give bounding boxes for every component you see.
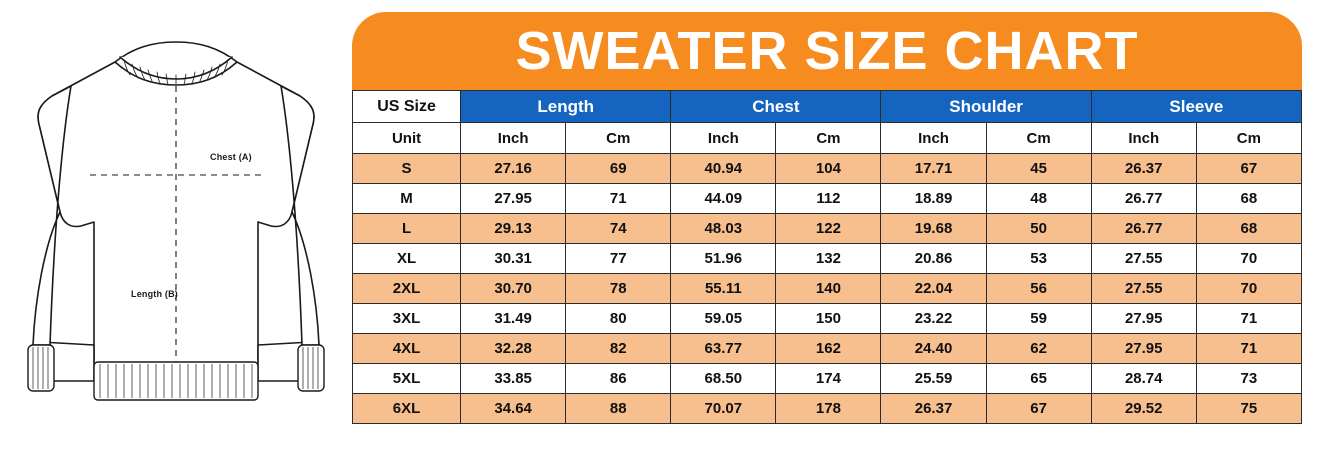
table-body <box>353 154 1302 424</box>
cell-chest-inch: 55.11 <box>671 274 776 304</box>
cell-chest-inch: 40.94 <box>671 154 776 184</box>
table-head <box>353 91 1302 154</box>
cell-shoulder-inch: 18.89 <box>881 184 986 214</box>
cell-shoulder-cm: 56 <box>986 274 1091 304</box>
sweater-outline-icon <box>0 0 352 465</box>
sweater-illustration <box>0 0 352 465</box>
cell-chest-cm: 104 <box>776 154 881 184</box>
group-header-row <box>353 91 1302 123</box>
unit-header-sleeve-inch: Inch <box>1091 123 1196 154</box>
cell-length-inch: 32.28 <box>461 334 566 364</box>
cell-chest-inch: 68.50 <box>671 364 776 394</box>
cell-size: 2XL <box>353 274 461 304</box>
cell-size: 3XL <box>353 304 461 334</box>
unit-header-chest-inch: Inch <box>671 123 776 154</box>
cell-sleeve-cm: 68 <box>1196 214 1301 244</box>
cell-sleeve-cm: 71 <box>1196 334 1301 364</box>
col-group-sleeve: Sleeve <box>1091 91 1301 123</box>
cell-shoulder-cm: 65 <box>986 364 1091 394</box>
cell-length-cm: 77 <box>566 244 671 274</box>
cell-length-inch: 33.85 <box>461 364 566 394</box>
cell-shoulder-inch: 19.68 <box>881 214 986 244</box>
cell-shoulder-inch: 17.71 <box>881 154 986 184</box>
table-row <box>353 214 1302 244</box>
unit-header-length-cm: Cm <box>566 123 671 154</box>
cell-chest-cm: 174 <box>776 364 881 394</box>
col-group-length: Length <box>461 91 671 123</box>
length-measure-label: Length (B) <box>131 289 178 299</box>
size-chart-table <box>352 90 1302 424</box>
cell-length-cm: 82 <box>566 334 671 364</box>
cell-shoulder-cm: 48 <box>986 184 1091 214</box>
cell-shoulder-inch: 20.86 <box>881 244 986 274</box>
cell-sleeve-inch: 27.55 <box>1091 274 1196 304</box>
table-row <box>353 274 1302 304</box>
unit-header-sleeve-cm: Cm <box>1196 123 1301 154</box>
cell-length-inch: 27.95 <box>461 184 566 214</box>
cell-sleeve-inch: 27.95 <box>1091 334 1196 364</box>
cell-length-inch: 31.49 <box>461 304 566 334</box>
cell-length-cm: 71 <box>566 184 671 214</box>
cell-sleeve-inch: 26.37 <box>1091 154 1196 184</box>
chart-header-banner <box>352 12 1302 90</box>
cell-shoulder-inch: 23.22 <box>881 304 986 334</box>
cell-chest-cm: 150 <box>776 304 881 334</box>
cell-length-cm: 74 <box>566 214 671 244</box>
col-group-shoulder: Shoulder <box>881 91 1091 123</box>
cell-shoulder-cm: 50 <box>986 214 1091 244</box>
cell-sleeve-cm: 67 <box>1196 154 1301 184</box>
table-row <box>353 364 1302 394</box>
cell-size: L <box>353 214 461 244</box>
cell-sleeve-inch: 26.77 <box>1091 214 1196 244</box>
cell-sleeve-cm: 70 <box>1196 244 1301 274</box>
cell-chest-inch: 59.05 <box>671 304 776 334</box>
col-group-us-size: US Size <box>353 91 461 123</box>
cell-chest-cm: 122 <box>776 214 881 244</box>
cell-chest-cm: 178 <box>776 394 881 424</box>
chart-title: SWEATER SIZE CHART <box>515 21 1139 81</box>
cell-sleeve-inch: 27.55 <box>1091 244 1196 274</box>
unit-header-unit: Unit <box>353 123 461 154</box>
cell-length-inch: 30.70 <box>461 274 566 304</box>
cell-size: XL <box>353 244 461 274</box>
table-row <box>353 184 1302 214</box>
table-row <box>353 394 1302 424</box>
cell-shoulder-cm: 53 <box>986 244 1091 274</box>
cell-sleeve-inch: 26.77 <box>1091 184 1196 214</box>
cell-length-inch: 30.31 <box>461 244 566 274</box>
cell-size: 5XL <box>353 364 461 394</box>
unit-header-shoulder-cm: Cm <box>986 123 1091 154</box>
cell-shoulder-cm: 62 <box>986 334 1091 364</box>
cell-length-inch: 27.16 <box>461 154 566 184</box>
cell-chest-inch: 48.03 <box>671 214 776 244</box>
cell-chest-cm: 132 <box>776 244 881 274</box>
cell-length-inch: 29.13 <box>461 214 566 244</box>
col-group-chest: Chest <box>671 91 881 123</box>
cell-size: S <box>353 154 461 184</box>
cell-length-cm: 88 <box>566 394 671 424</box>
cell-shoulder-inch: 24.40 <box>881 334 986 364</box>
cell-shoulder-cm: 67 <box>986 394 1091 424</box>
table-row <box>353 334 1302 364</box>
cell-length-cm: 86 <box>566 364 671 394</box>
cell-shoulder-cm: 45 <box>986 154 1091 184</box>
cell-length-cm: 69 <box>566 154 671 184</box>
chest-measure-label: Chest (A) <box>210 152 252 162</box>
cell-shoulder-inch: 22.04 <box>881 274 986 304</box>
cell-length-cm: 80 <box>566 304 671 334</box>
unit-header-length-inch: Inch <box>461 123 566 154</box>
cell-chest-inch: 70.07 <box>671 394 776 424</box>
unit-header-row <box>353 123 1302 154</box>
table-row <box>353 154 1302 184</box>
cell-chest-cm: 140 <box>776 274 881 304</box>
cell-sleeve-inch: 29.52 <box>1091 394 1196 424</box>
cell-chest-cm: 162 <box>776 334 881 364</box>
cell-length-cm: 78 <box>566 274 671 304</box>
cell-sleeve-cm: 71 <box>1196 304 1301 334</box>
cell-sleeve-cm: 75 <box>1196 394 1301 424</box>
table-row <box>353 244 1302 274</box>
cell-size: 6XL <box>353 394 461 424</box>
cell-shoulder-cm: 59 <box>986 304 1091 334</box>
cell-chest-inch: 63.77 <box>671 334 776 364</box>
cell-shoulder-inch: 25.59 <box>881 364 986 394</box>
cell-sleeve-inch: 28.74 <box>1091 364 1196 394</box>
cell-size: M <box>353 184 461 214</box>
cell-shoulder-inch: 26.37 <box>881 394 986 424</box>
cell-sleeve-cm: 68 <box>1196 184 1301 214</box>
unit-header-shoulder-inch: Inch <box>881 123 986 154</box>
table-row <box>353 304 1302 334</box>
cell-size: 4XL <box>353 334 461 364</box>
size-chart <box>352 12 1317 424</box>
cell-length-inch: 34.64 <box>461 394 566 424</box>
cell-chest-inch: 51.96 <box>671 244 776 274</box>
cell-chest-cm: 112 <box>776 184 881 214</box>
cell-sleeve-inch: 27.95 <box>1091 304 1196 334</box>
unit-header-chest-cm: Cm <box>776 123 881 154</box>
cell-chest-inch: 44.09 <box>671 184 776 214</box>
cell-sleeve-cm: 73 <box>1196 364 1301 394</box>
cell-sleeve-cm: 70 <box>1196 274 1301 304</box>
